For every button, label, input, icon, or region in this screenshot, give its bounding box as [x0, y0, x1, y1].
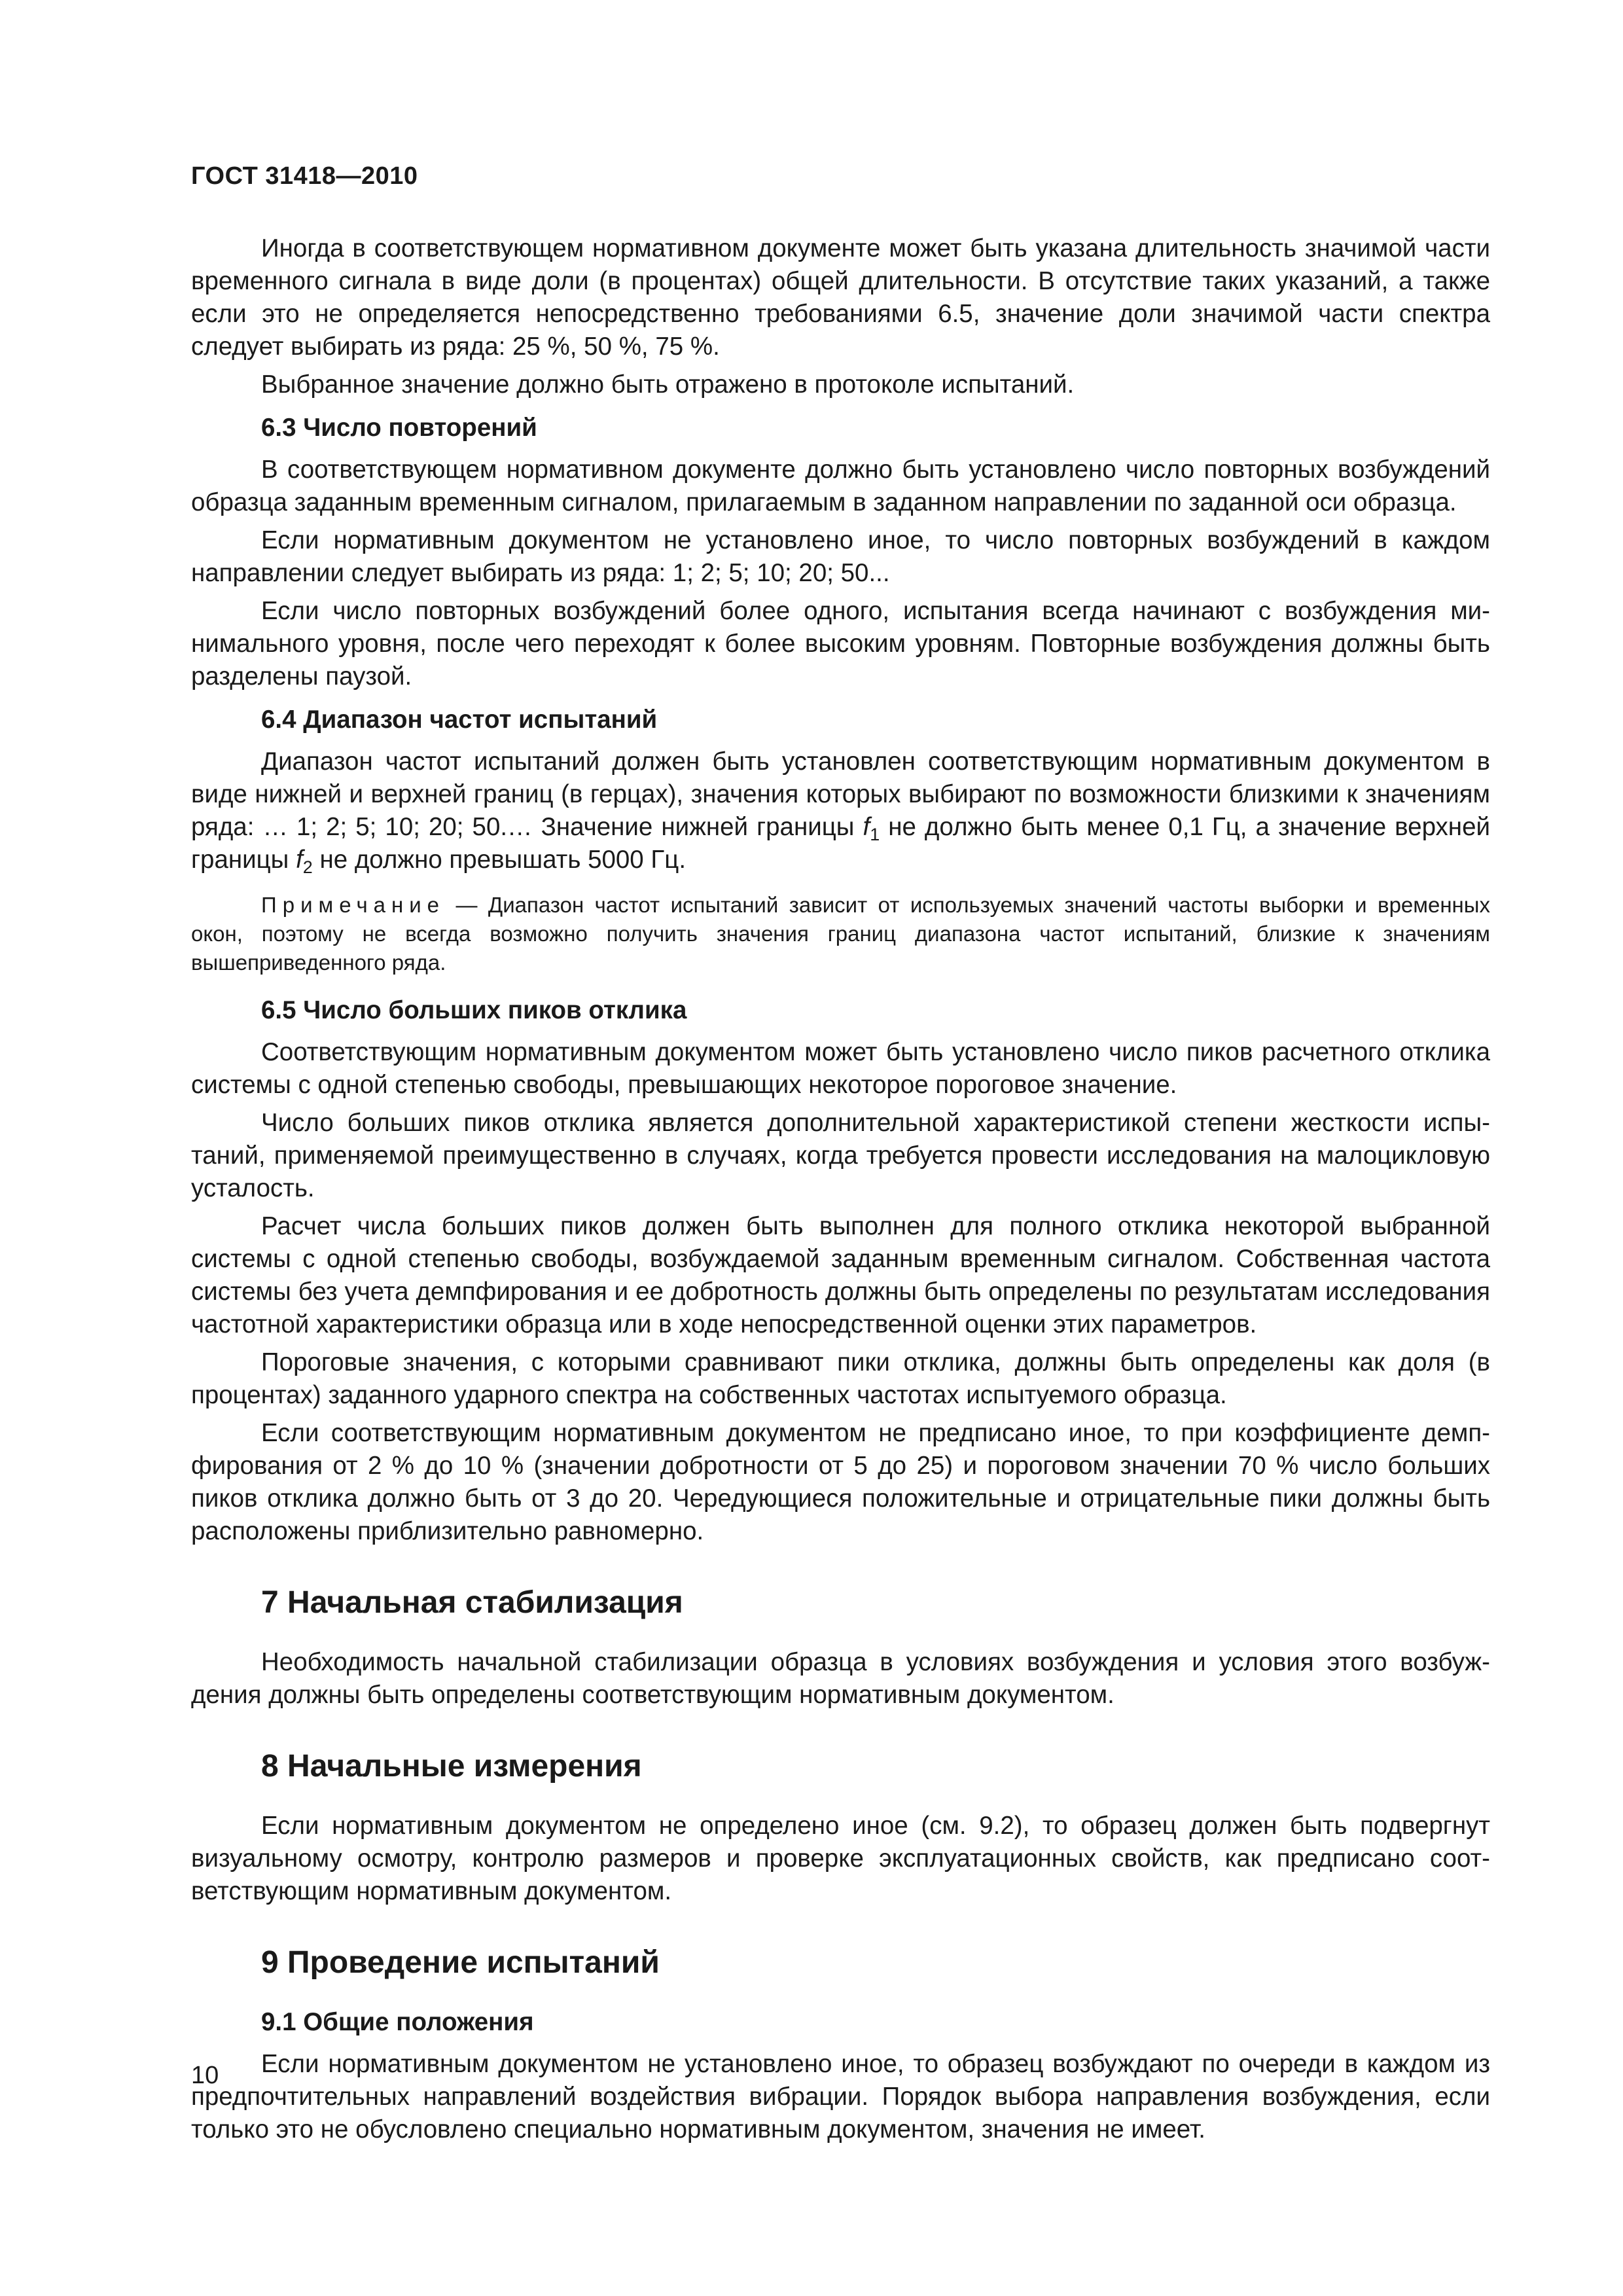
paragraph-frequency-range	[191, 745, 1490, 876]
section-heading-9: 9 Проведение испытаний	[261, 1945, 660, 1980]
page-content	[191, 232, 1490, 2151]
paragraph: Соответствующим нормативным документом может быть установлено число пиков расчетного отклика системы с одной степенью свободы, превышающих некоторое пороговое значение.	[191, 1038, 1490, 1099]
subsection-heading-6-4: 6.4 Диапазон частот испытаний	[261, 706, 658, 734]
formula-index: 2	[302, 857, 313, 878]
section-heading-7: 7 Начальная стабилизация	[261, 1585, 683, 1620]
paragraph: Если нормативным документом не установлено иное, то число повторных возбуждений в каждом направлении следует выбирать из ряда: 1; 2; 5; 10; 20; 50...	[191, 526, 1490, 587]
formula-index: 1	[870, 825, 880, 845]
note-text: — Диапазон частот испытаний зависит от используемых значений частоты выборки и временных окон, поэтому не всегда возможно получить значения границ диапазона частот испытаний, близкие к значениям вышеприведенного ряда.	[191, 893, 1490, 975]
paragraph: Расчет числа больших пиков должен быть выполнен для полного отклика некоторой выбранной системы с одной степенью свободы, возбуждаемой заданным временным сигналом. Собственная частота системы без учета демпфирования и ее добротность должны быть определены по результатам исследования частотной характеристики образца или в ходе непосредственной оценки этих параметров.	[191, 1212, 1490, 1338]
paragraph: Пороговые значения, с которыми сравнивают пики отклика, должны быть определены как доля (в процентах) заданного ударного спектра на собственных частотах испытуемого образца.	[191, 1348, 1490, 1409]
page-number: 10	[191, 2062, 219, 2089]
paragraph: Необходимость начальной стабилизации образца в условиях возбуждения и условия этого возбуждения должны быть определены соответствующим нормативным документом.	[191, 1648, 1490, 1709]
paragraph: В соответствующем нормативном документе должно быть установлено число повторных возбуждений образца заданным временным сигналом, прилагаемым в заданном направлении по заданной оси образца.	[191, 456, 1490, 516]
paragraph: Если нормативным документом не определено иное (см. 9.2), то образец должен быть подвергнут визуальному осмотру, контролю размеров и проверке эксплуатационных свойств, как предписано соответствующим нормативным документом.	[191, 1812, 1490, 1905]
note	[191, 891, 1490, 977]
paragraph: Выбранное значение должно быть отражено в протоколе испытаний.	[261, 370, 1075, 399]
paragraph: Число больших пиков отклика является дополнительной характеристикой степени жесткости испытаний, применяемой преимущественно в случаях, когда требуется провести исследования на малоцикловую усталость.	[191, 1109, 1490, 1202]
formula-symbol: f	[863, 813, 870, 841]
subsection-heading-9-1: 9.1 Общие положения	[261, 2008, 534, 2036]
text-segment: Диапазон частот испытаний должен быть установлен соответствующим нормативным документом в виде нижней и верхней границ (в герцах), значения которых выбирают по возможности близкими к значениям ряда: … 1; 2; 5; 10; 20; 50.… Значение нижней границы	[191, 747, 1490, 841]
subsection-heading-6-5: 6.5 Число больших пиков отклика	[261, 996, 687, 1024]
paragraph: Иногда в соответствующем нормативном документе может быть указана длительность значимой части временного сигнала в виде доли (в процентах) общей длительности. В отсутствие таких указаний, а также если это не определяется непосредственно требованиями 6.5, значение доли значимой части спектра следует выбирать из ряда: 25 %, 50 %, 75 %.	[191, 234, 1490, 361]
section-heading-8: 8 Начальные измерения	[261, 1749, 642, 1784]
paragraph: Если нормативным документом не установлено иное, то образец возбуждают по очереди в каждом из предпочтительных направлений воздействия вибрации. Порядок выбора направления возбуждения, если только это не обусловлено специально нормативным документом, значения не имеет.	[191, 2050, 1490, 2144]
subsection-heading-6-3: 6.3 Число повторений	[261, 414, 537, 442]
document-code: ГОСТ 31418—2010	[191, 162, 418, 190]
note-label: Примечание	[261, 893, 446, 917]
paragraph: Если число повторных возбуждений более одного, испытания всегда начинают с возбуждения минимального уровня, после чего переходят к более высоким уровням. Повторные возбуждения должны быть разделены паузой.	[191, 597, 1490, 691]
text-segment: не должно превышать 5000 Гц.	[312, 846, 687, 874]
paragraph: Если соответствующим нормативным документом не предписано иное, то при коэффициенте демпфирования от 2 % до 10 % (значении добротности от 5 до 25) и пороговом значении 70 % число больших пиков отклика должно быть от 3 до 20. Чередующиеся положительные и отрицательные пики должны быть расположены приблизительно равномерно.	[191, 1419, 1490, 1545]
text-segment: не должно быть менее 0,1 Гц, а значение верхней границы	[191, 813, 1490, 874]
formula-symbol: f	[296, 846, 303, 874]
